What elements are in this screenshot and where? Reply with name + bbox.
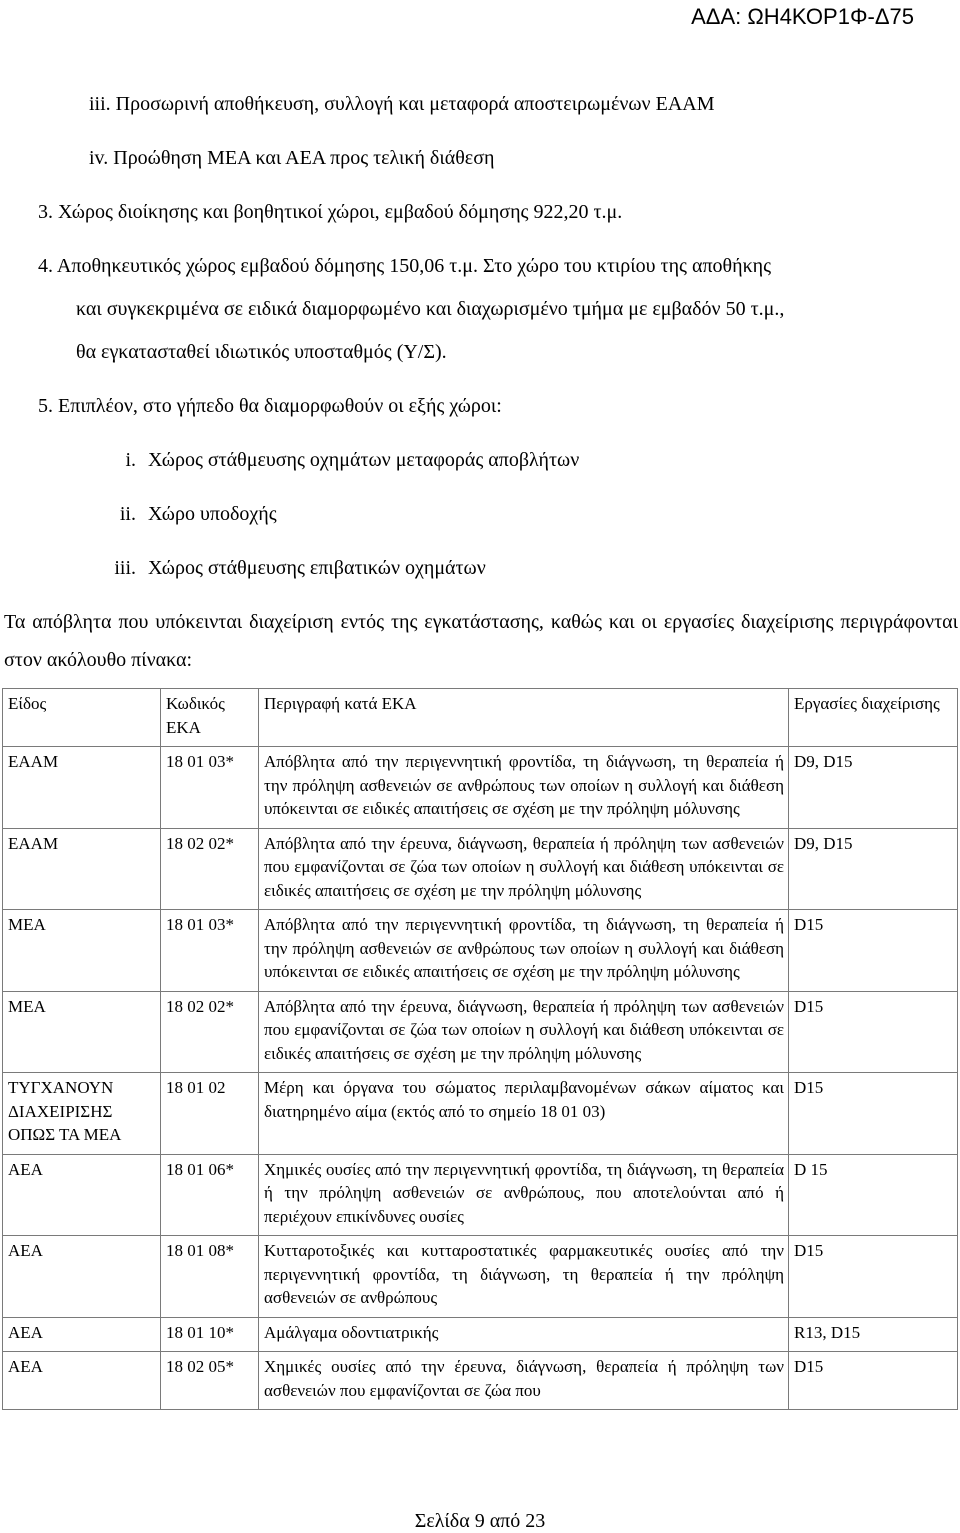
cell-type: ΤΥΓΧΑΝΟΥΝ ΔΙΑΧΕΙΡΙΣΗΣ ΟΠΩΣ ΤΑ ΜΕΑ [3, 1073, 161, 1155]
cell-operations: D 15 [789, 1154, 958, 1236]
col-header-type: Είδος [3, 689, 161, 747]
table-row [3, 747, 958, 829]
cell-type: ΜΕΑ [3, 910, 161, 992]
cell-code: 18 01 10* [161, 1317, 259, 1352]
table-row [3, 991, 958, 1073]
cell-operations: D15 [789, 1352, 958, 1410]
sub-item-number: i. [125, 449, 136, 471]
sub-item-number: ii. [119, 503, 136, 525]
sub-item-number: iii. [114, 557, 136, 579]
intro-paragraph: Τα απόβλητα που υπόκεινται διαχείριση εντός της εγκατάστασης, καθώς και οι εργασίες διαχείρισης περιγράφονται στον ακόλουθο πίνακα: [4, 611, 958, 671]
list-item-iii-storage: iii. Προσωρινή αποθήκευση, συλλογή και μεταφορά αποστειρωμένων ΕΑΑΜ [89, 93, 715, 115]
cell-operations: D15 [789, 1236, 958, 1318]
cell-description: Απόβλητα από την περιγεννητική φροντίδα, τη διάγνωση, τη θεραπεία ή την πρόληψη ασθενειών σε ανθρώπους των οποίων η συλλογή και διάθεση υπόκεινται σε ειδικές απαιτήσεις σε σχέση με την πρόληψη μόλυνσης [259, 747, 789, 829]
list-item-iv-forwarding: iv. Προώθηση ΜΕΑ και ΑΕΑ προς τελική διάθεση [89, 147, 495, 169]
list-item-4-storage: 4. Αποθηκευτικός χώρος εμβαδού δόμησης 150,06 τ.μ. Στο χώρο του κτιρίου της αποθήκης [38, 255, 772, 277]
col-header-operations: Εργασίες διαχείρισης [789, 689, 958, 747]
table-row [3, 1236, 958, 1318]
table-row [3, 1154, 958, 1236]
cell-code: 18 02 05* [161, 1352, 259, 1410]
page-number: Σελίδα 9 από 23 [414, 1510, 546, 1532]
cell-operations: D9, D15 [789, 747, 958, 829]
table-row [3, 1317, 958, 1352]
list-item-5-spaces: 5. Επιπλέον, στο γήπεδο θα διαμορφωθούν οι εξής χώροι: [38, 395, 502, 417]
cell-type: ΑΕΑ [3, 1236, 161, 1318]
cell-description: Μέρη και όργανα του σώματος περιλαμβανομένων σάκων αίματος και διατηρημένο αίμα (εκτός από το σημείο 18 01 03) [259, 1073, 789, 1155]
table-row [3, 1073, 958, 1155]
cell-operations: D15 [789, 1073, 958, 1155]
cell-operations: D15 [789, 991, 958, 1073]
cell-type: ΑΕΑ [3, 1317, 161, 1352]
col-header-code: Κωδικός ΕΚΑ [161, 689, 259, 747]
cell-description: Απόβλητα από την έρευνα, διάγνωση, θεραπεία ή πρόληψη των ασθενειών που εμφανίζονται σε ζώα των οποίων η συλλογή και διάθεση υπόκεινται σε ειδικές απαιτήσεις σε σχέση με την πρόληψη μόλυνσης [259, 991, 789, 1073]
cell-code: 18 02 02* [161, 991, 259, 1073]
list-item-4-cont2: θα εγκατασταθεί ιδιωτικός υποσταθμός (Υ/Σ). [76, 341, 447, 363]
sub-item-reception: Χώρο υποδοχής [148, 503, 277, 525]
cell-operations: D9, D15 [789, 828, 958, 910]
cell-description: Απόβλητα από την περιγεννητική φροντίδα, τη διάγνωση, τη θεραπεία ή την πρόληψη ασθενειών σε ανθρώπους των οποίων η συλλογή και διάθεση υπόκεινται σε ειδικές απαιτήσεις σε σχέση με την πρόληψη μόλυνσης [259, 910, 789, 992]
col-header-description: Περιγραφή κατά ΕΚΑ [259, 689, 789, 747]
cell-operations: D15 [789, 910, 958, 992]
table-row [3, 1352, 958, 1410]
cell-type: ΑΕΑ [3, 1154, 161, 1236]
cell-code: 18 01 03* [161, 910, 259, 992]
cell-operations: R13, D15 [789, 1317, 958, 1352]
sub-item-parking-cars: Χώρος στάθμευσης επιβατικών οχημάτων [148, 557, 486, 579]
ada-header: ΑΔΑ: ΩΗ4ΚΟΡ1Φ-Δ75 [691, 4, 914, 29]
cell-type: ΕΑΑΜ [3, 747, 161, 829]
cell-type: ΑΕΑ [3, 1352, 161, 1410]
table-header-row [3, 689, 958, 747]
sub-item-parking-transport: Χώρος στάθμευσης οχημάτων μεταφοράς αποβλήτων [148, 449, 580, 471]
cell-description: Χημικές ουσίες από την έρευνα, διάγνωση, θεραπεία ή πρόληψη των ασθενειών που εμφανίζονται σε ζώα που [259, 1352, 789, 1410]
list-item-4-cont1: και συγκεκριμένα σε ειδικά διαμορφωμένο και διαχωρισμένο τμήμα με εμβαδόν 50 τ.μ., [76, 298, 785, 320]
cell-code: 18 01 06* [161, 1154, 259, 1236]
cell-description: Κυτταροτοξικές και κυτταροστατικές φαρμακευτικές ουσίες από την περιγεννητική φροντίδα, τη διάγνωση, τη θεραπεία ή την πρόληψη ασθενειών σε ανθρώπους [259, 1236, 789, 1318]
table-row [3, 828, 958, 910]
cell-code: 18 01 02 [161, 1073, 259, 1155]
waste-table [2, 688, 958, 1410]
cell-description: Αμάλγαμα οδοντιατρικής [259, 1317, 789, 1352]
cell-code: 18 01 03* [161, 747, 259, 829]
list-item-3-admin: 3. Χώρος διοίκησης και βοηθητικοί χώροι, εμβαδού δόμησης 922,20 τ.μ. [38, 201, 623, 223]
cell-description: Απόβλητα από την έρευνα, διάγνωση, θεραπεία ή πρόληψη των ασθενειών που εμφανίζονται σε ζώα των οποίων η συλλογή και διάθεση υπόκεινται σε ειδικές απαιτήσεις σε σχέση με την πρόληψη μόλυνσης [259, 828, 789, 910]
cell-type: ΜΕΑ [3, 991, 161, 1073]
cell-description: Χημικές ουσίες από την περιγεννητική φροντίδα, τη διάγνωση, τη θεραπεία ή την πρόληψη ασθενειών σε ανθρώπους, που αποτελούνται από ή περιέχουν επικίνδυνες ουσίες [259, 1154, 789, 1236]
cell-type: ΕΑΑΜ [3, 828, 161, 910]
cell-code: 18 02 02* [161, 828, 259, 910]
cell-code: 18 01 08* [161, 1236, 259, 1318]
table-row [3, 910, 958, 992]
